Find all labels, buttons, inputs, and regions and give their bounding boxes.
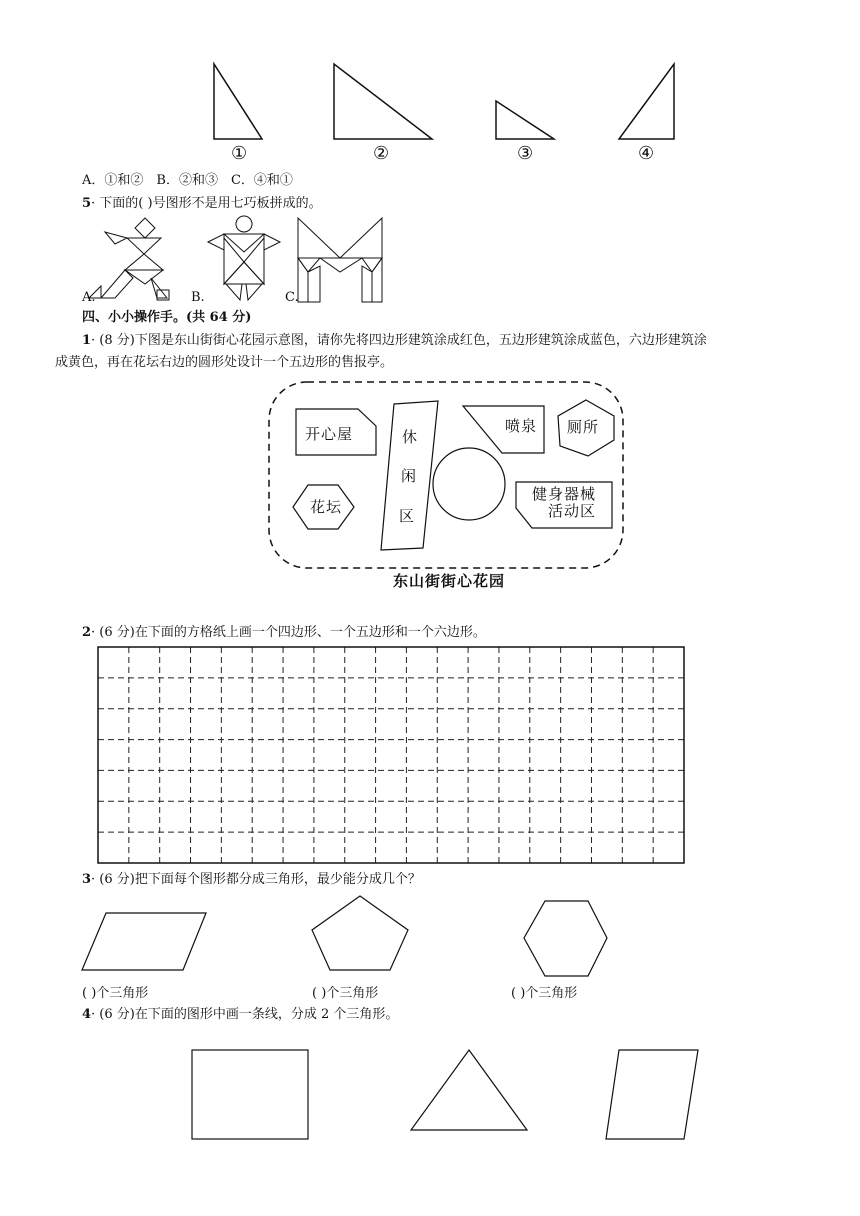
p4-triangle	[411, 1050, 527, 1130]
p4-rectangle	[192, 1050, 308, 1139]
p3-parallelogram	[82, 913, 206, 970]
flower-bed-label: 花坛	[310, 498, 343, 516]
p1-line-1	[55, 330, 815, 352]
fountain-label: 喷泉	[505, 417, 538, 435]
grid-border	[98, 647, 684, 863]
toilet-label: 厕所	[567, 418, 600, 436]
p3-text: · (6 分)把下面每个图形都分成三角形，最少能分成几个？	[91, 872, 421, 887]
p1-line-2: 成黄色，再在花坛右边的圆形处设计一个五边形的售报亭。	[55, 355, 394, 370]
p3-answer-3[interactable]: ( )个三角形	[511, 986, 578, 1001]
p4-number: 4	[82, 1007, 92, 1022]
garden-map-caption: 东山街街心花园	[393, 572, 506, 590]
p3-number: 3	[82, 872, 92, 887]
p3-shapes	[0, 890, 860, 980]
p2-text: · (6 分)在下面的方格纸上画一个四边形、一个五边形和一个六边形。	[91, 625, 486, 640]
q5-line	[82, 195, 322, 213]
p4-parallelogram	[606, 1050, 698, 1139]
fitness-label-line-2: 活动区	[548, 502, 597, 520]
triangle-1-figure	[0, 0, 860, 150]
triangle-label-2: ②	[373, 143, 390, 164]
grid-paper[interactable]	[97, 646, 685, 864]
p3-answer-2[interactable]: ( )个三角形	[312, 986, 379, 1001]
p3-pentagon	[312, 896, 408, 970]
rest-area-char-2: 闲	[401, 467, 417, 485]
p4-shapes	[0, 1046, 860, 1146]
garden-map	[266, 378, 626, 578]
p3-hexagon	[524, 901, 607, 976]
tangram-label-a: A.	[82, 290, 96, 305]
p3-answer-1[interactable]: ( )个三角形	[82, 986, 149, 1001]
q5-number: 5	[82, 196, 92, 211]
triangle-label-4: ④	[638, 143, 655, 164]
tangram-figure-b	[204, 208, 284, 303]
p3-line	[82, 871, 421, 889]
prev-question-options: A．①和② B．②和③ C．④和①	[82, 173, 293, 188]
q5-text: · 下面的( )号图形不是用七巧板拼成的。	[91, 196, 322, 211]
section-4-heading: 四、小小操作手。(共 64 分)	[82, 310, 252, 325]
p4-line	[82, 1006, 398, 1024]
tangram-figure-a	[85, 214, 185, 304]
tangram-label-b: B.	[191, 290, 205, 305]
p4-text: · (6 分)在下面的图形中画一条线，分成 2 个三角形。	[91, 1007, 399, 1022]
p1-number: 1	[82, 333, 92, 348]
rest-area-char-3: 区	[399, 507, 415, 525]
p2-line	[82, 624, 486, 642]
tangram-figure-c	[296, 214, 386, 304]
p1-paragraph	[55, 330, 815, 374]
empty-circle-shape	[433, 448, 505, 520]
p2-number: 2	[82, 625, 92, 640]
triangle-label-1: ①	[231, 143, 248, 164]
triangle-label-3: ③	[517, 143, 534, 164]
happy-house-label: 开心屋	[305, 425, 354, 443]
fitness-label-line-1: 健身器械	[532, 485, 597, 503]
p1-text-1: · (8 分)下图是东山街街心花园示意图，请你先将四边形建筑涂成红色，五边形建筑涂成蓝色，六边形建筑涂	[91, 333, 707, 348]
rest-area-char-1: 休	[402, 428, 418, 446]
tangram-label-c: C.	[285, 290, 299, 305]
